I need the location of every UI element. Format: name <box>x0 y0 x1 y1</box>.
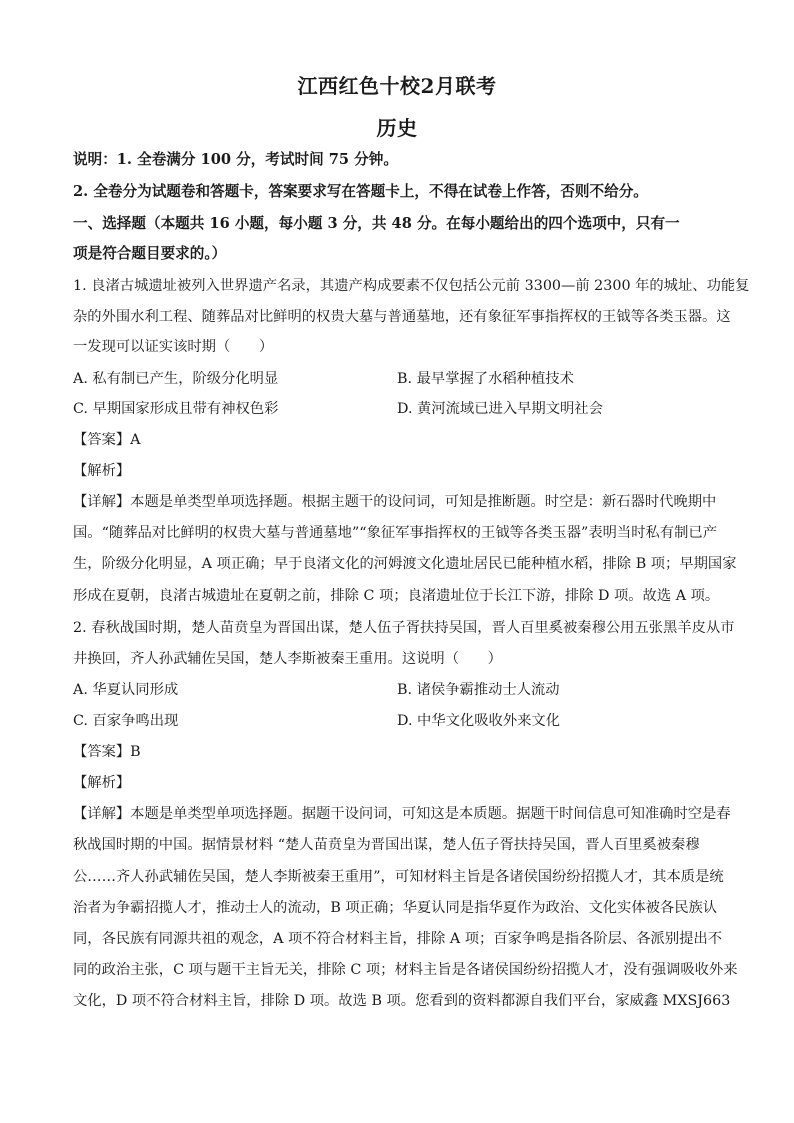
q1-detail-line: 形成在夏朝，良渚古城遗址在夏朝之前，排除 C 项；良渚遗址位于长江下游，排除 D 项。故选 A 项。 <box>73 588 720 604</box>
instruction-line-2: 2. 全卷分为试题卷和答题卡，答案要求写在答题卡上，不得在试卷上作答，否则不给分。 <box>73 183 648 200</box>
q1-detail-line: 【详解】本题是单类型单项选择题。根据主题干的设问词，可知是推断题。时空是：新石器时代晚期中 <box>73 494 717 510</box>
q2-detail-line: 同的政治主张，C 项与题干主旨无关，排除 C 项；材料主旨是各诸侯国纷纷招揽人才，没有强调吸收外来 <box>73 962 738 978</box>
q2-detail-line: 公……齐人孙武辅佐吴国，楚人李斯被秦王重用”，可知材料主旨是各诸侯国纷纷招揽人才，其本质是统 <box>73 869 724 885</box>
exam-subject: 历史 <box>376 116 418 140</box>
q2-option-a: A. 华夏认同形成 <box>73 682 179 698</box>
q2-option-c: C. 百家争鸣出现 <box>73 713 179 729</box>
instruction-line-1: 说明：1. 全卷满分 100 分，考试时间 75 分钟。 <box>73 151 398 168</box>
q2-detail-line: 治者为争霸招揽人才，推动士人的流动，B 项正确；华夏认同是指华夏作为政治、文化实体被各民族认 <box>73 900 718 916</box>
q1-option-a: A. 私有制已产生，阶级分化明显 <box>73 371 279 387</box>
q2-detail-line: 文化，D 项不符合材料主旨，排除 D 项。故选 B 项。您看到的资料都源自我们平台，家威鑫 MXSJ663 <box>73 993 731 1009</box>
q1-analysis-label: 【解析】 <box>73 463 131 479</box>
section-heading-line-1: 一、选择题（本题共 16 小题，每小题 3 分，共 48 分。在每小题给出的四个选项中，只有一 <box>73 215 680 232</box>
q1-detail-line: 国。“随葬品对比鲜明的权贵大墓与普通墓地”“象征军事指挥权的王钺等各类玉器”表明当时私有制已产 <box>73 525 717 541</box>
exam-title: 江西红色十校2月联考 <box>297 74 497 98</box>
q2-answer: 【答案】B <box>73 744 141 760</box>
q1-detail-line: 生，阶级分化明显，A 项正确；早于良渚文化的河姆渡文化遗址居民已能种植水稻，排除 B 项；早期国家 <box>73 556 737 572</box>
q1-option-b: B. 最早掌握了水稻种植技术 <box>397 371 574 387</box>
q1-stem-line: 杂的外围水利工程、随葬品对比鲜明的权贵大墓与普通墓地，还有象征军事指挥权的王钺等各类玉器。这 <box>73 309 731 325</box>
q1-answer: 【答案】A <box>73 432 141 448</box>
q2-stem-line: 井换回，齐人孙武辅佐吴国，楚人李斯被秦王重用。这说明（ ） <box>73 651 502 667</box>
q2-option-d: D. 中华文化吸收外来文化 <box>397 713 561 729</box>
q2-detail-line: 同，各民族有同源共祖的观念，A 项不符合材料主旨，排除 A 项；百家争鸣是指各阶层、各派别提出不 <box>73 931 723 947</box>
q2-analysis-label: 【解析】 <box>73 775 131 791</box>
q1-stem-line: 1. 良渚古城遗址被列入世界遗产名录，其遗产构成要素不仅包括公元前 3300—前 2300 年的城址、功能复 <box>73 278 750 294</box>
q1-option-c: C. 早期国家形成且带有神权色彩 <box>73 401 279 417</box>
q2-detail-line: 【详解】本题是单类型单项选择题。据题干设问词，可知这是本质题。据题干时间信息可知准确时空是春 <box>73 806 731 822</box>
q1-stem-line: 一发现可以证实该时期（ ） <box>73 339 274 355</box>
section-heading-line-2: 项是符合题目要求的。） <box>73 245 227 262</box>
q2-detail-line: 秋战国时期的中国。据情景材料 “楚人苗贲皇为晋国出谋，楚人伍子胥扶持吴国，晋人百里奚被秦穆 <box>73 837 700 853</box>
q2-option-b: B. 诸侯争霸推动士人流动 <box>397 682 560 698</box>
q1-option-d: D. 黄河流域已进入早期文明社会 <box>397 401 603 417</box>
q2-stem-line: 2. 春秋战国时期，楚人苗贲皇为晋国出谋，楚人伍子胥扶持吴国，晋人百里奚被秦穆公用五张黑羊皮从市 <box>73 620 735 636</box>
